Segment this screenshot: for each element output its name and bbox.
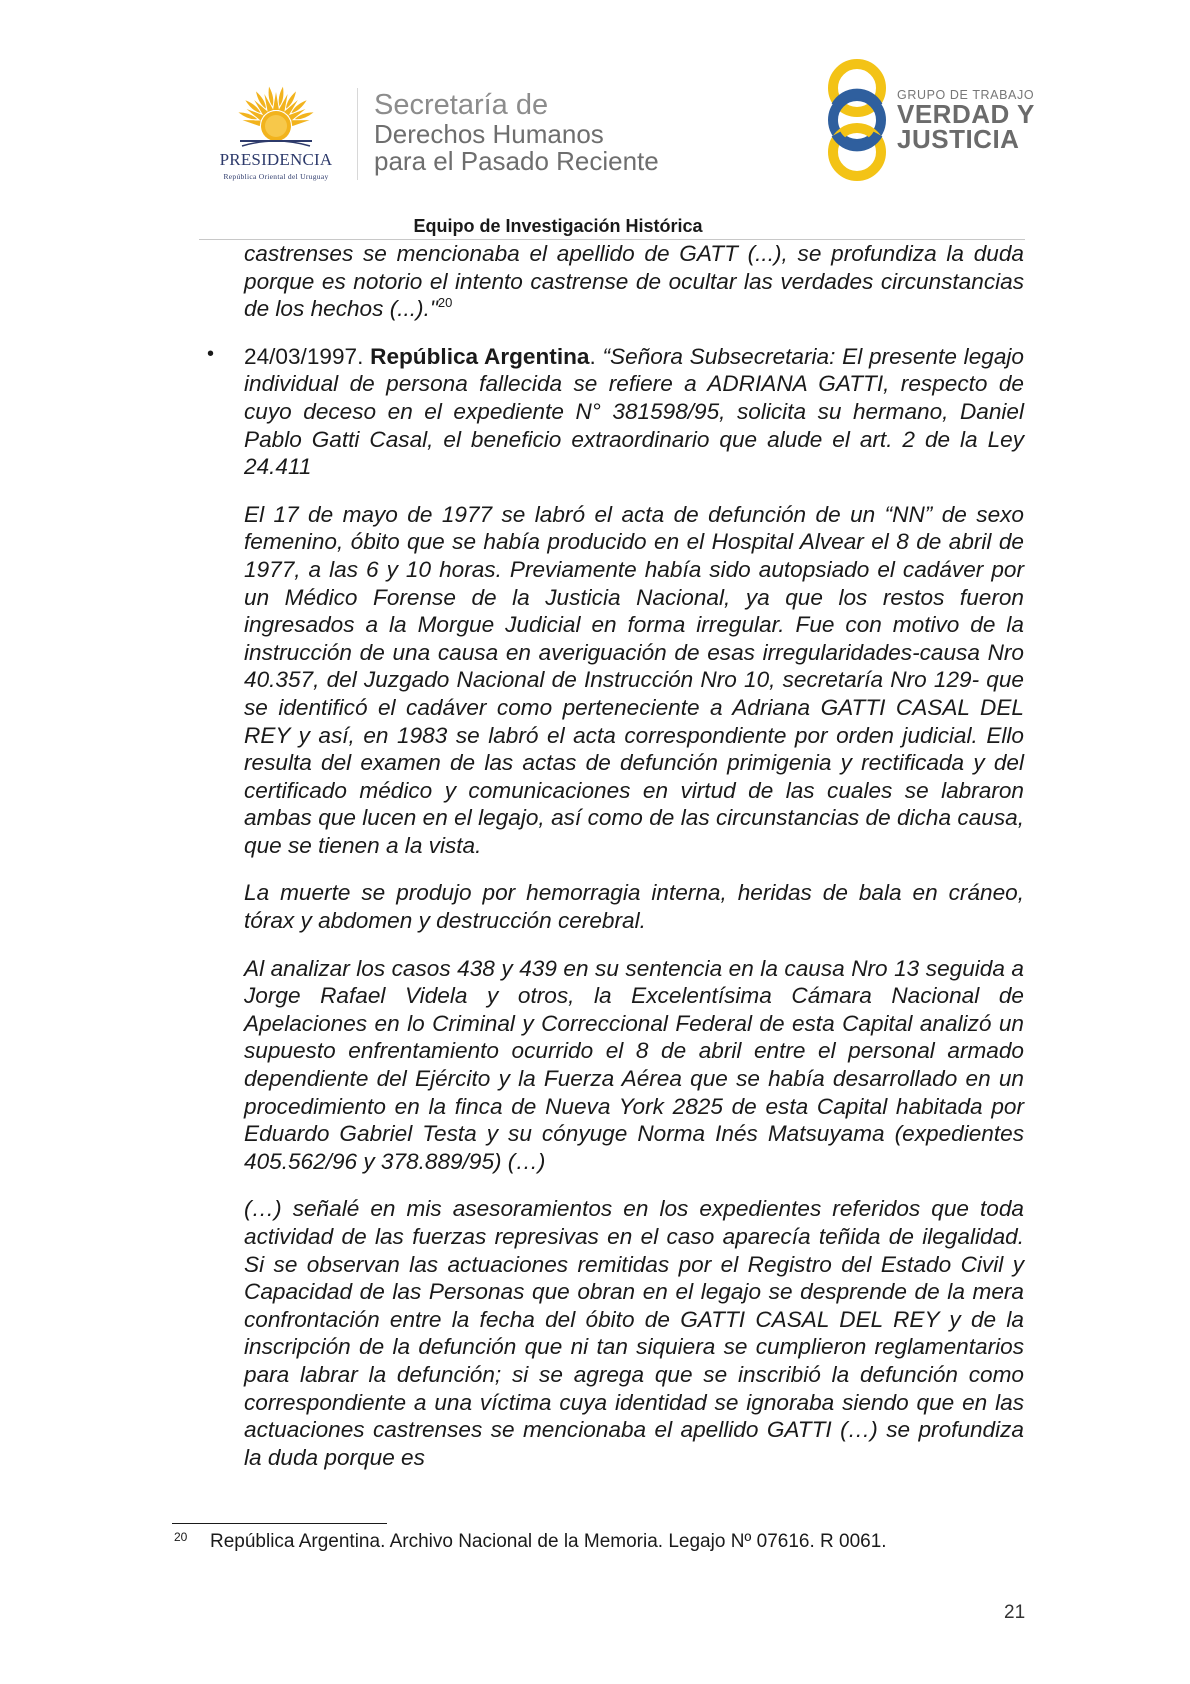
grupo-line-3: JUSTICIA xyxy=(897,124,1020,154)
grupo-line-2: VERDAD Y xyxy=(897,99,1035,129)
footnote-number: 20 xyxy=(174,1530,188,1544)
paragraph-entry: 24/03/1997. República Argentina. “Señora Subsecretaria: El presente legajo individual de persona fallecida se refiere a ADRIANA GATTI, respecto de cuyo deceso en el expediente N° 381598/95, solicita su hermano, Daniel Pablo Gatti Casal, el beneficio extraordinario que alude el art. 2 de la Ley 24.411 xyxy=(244,343,1024,480)
secretaria-line-2: Derechos Humanos xyxy=(374,119,604,149)
document-body xyxy=(207,240,1024,1491)
presidencia-logo xyxy=(196,82,356,182)
paragraph-3: La muerte se produjo por hemorragia interna, heridas de bala en cráneo, tórax y abdomen y destrucción cerebral. xyxy=(244,880,1024,934)
presidencia-subtitle: República Oriental del Uruguay xyxy=(223,172,329,181)
page-number: 21 xyxy=(1004,1602,1026,1623)
secretaria-logo-text xyxy=(374,90,659,175)
sun-icon xyxy=(236,82,316,154)
secretaria-line-3: para el Pasado Reciente xyxy=(374,146,659,176)
paragraph-2: El 17 de mayo de 1977 se labró el acta de defunción de un “NN” de sexo femenino, óbito que se había producido en el Hospital Alvear el 8 de abril de 1977, a las 6 y 10 horas. Previamente había sido autopsiado el cadáver por un Médico Forense de la Justicia Nacional, ya que los restos fueron ingresados a la Morgue Judicial en forma irregular. Fue con motivo de la instrucción de una causa en averiguación de esas irregularidades-causa Nro 40.357, del Juzgado Nacional de Instrucción Nro 10, secretaría Nro 129- que se identificó el cadáver como perteneciente a Adriana GATTI CASAL DEL REY y así, en 1983 se labró el acta correspondiente por orden judicial. Ello resulta del examen de las actas de defunción primigenia y rectificada y del certificado médico y comunicaciones en virtud de las cuales se labraron ambas que lucen en el legajo, así como de las circunstancias de dicha causa, que se tienen a la vista. xyxy=(244,501,1024,858)
paragraph-5: (…) señalé en mis asesoramientos en los expedientes referidos que toda actividad de las fuerzas represivas en el caso aparecía teñida de ilegalidad. Si se observan las actuaciones remitidas por el Registro del Estado Civil y Capacidad de las Personas que obran en el legajo se desprende de la mera confrontación entre la fecha del óbito de GATTI CASAL DEL REY y de la inscripción de la defunción que ni tan siquiera se cumplieron reglamentarios para labrar la defunción; si se agrega que se inscribió la defunción como correspondiente a una víctima cuya identidad se ignoraba siendo que en las actuaciones castrenses se mencionaba el apellido GATTI (…) se profundiza la duda porque es xyxy=(244,1196,1024,1470)
grupo-line-1: GRUPO DE TRABAJO xyxy=(897,88,1035,102)
paragraph-continuation: castrenses se mencionaba el apellido de GATT (...), se profundiza la duda porque es notorio el intento castrense de ocultar las verdades circunstancias de los hechos (...)."$^{20}$ xyxy=(244,241,1024,322)
footnote-text: República Argentina. Archivo Nacional de la Memoria. Legajo Nº 07616. R 0061. xyxy=(210,1531,887,1552)
list-item xyxy=(207,342,1024,481)
paragraph-4: Al analizar los casos 438 y 439 en su sentencia en la causa Nro 13 seguida a Jorge Rafael Videla y otros, la Excelentísima Cámara Nacional de Apelaciones en lo Criminal y Correccional Federal de esta Capital analizó un supuesto enfrentamiento ocurrido el 8 de abril entre el personal armado dependiente del Ejército y la Fuerza Aérea que se había desarrollado en un procedimiento en la finca de Nueva York 2825 de esta Capital habitada por Eduardo Gabriel Testa y su cónyuge Norma Inés Matsuyama (expedientes 405.562/96 y 378.889/95) (…) xyxy=(244,955,1024,1174)
secretaria-line-1: Secretaría de xyxy=(374,89,549,121)
bullet-icon: • xyxy=(207,342,215,365)
presidencia-title: PRESIDENCIA xyxy=(219,150,333,169)
header-divider xyxy=(357,88,358,180)
verdad-justicia-text xyxy=(897,88,1035,152)
team-title: Equipo de Investigación Histórica xyxy=(413,216,703,236)
footnote-ref[interactable]: 20 xyxy=(437,295,453,311)
footnote-rule xyxy=(172,1523,387,1524)
